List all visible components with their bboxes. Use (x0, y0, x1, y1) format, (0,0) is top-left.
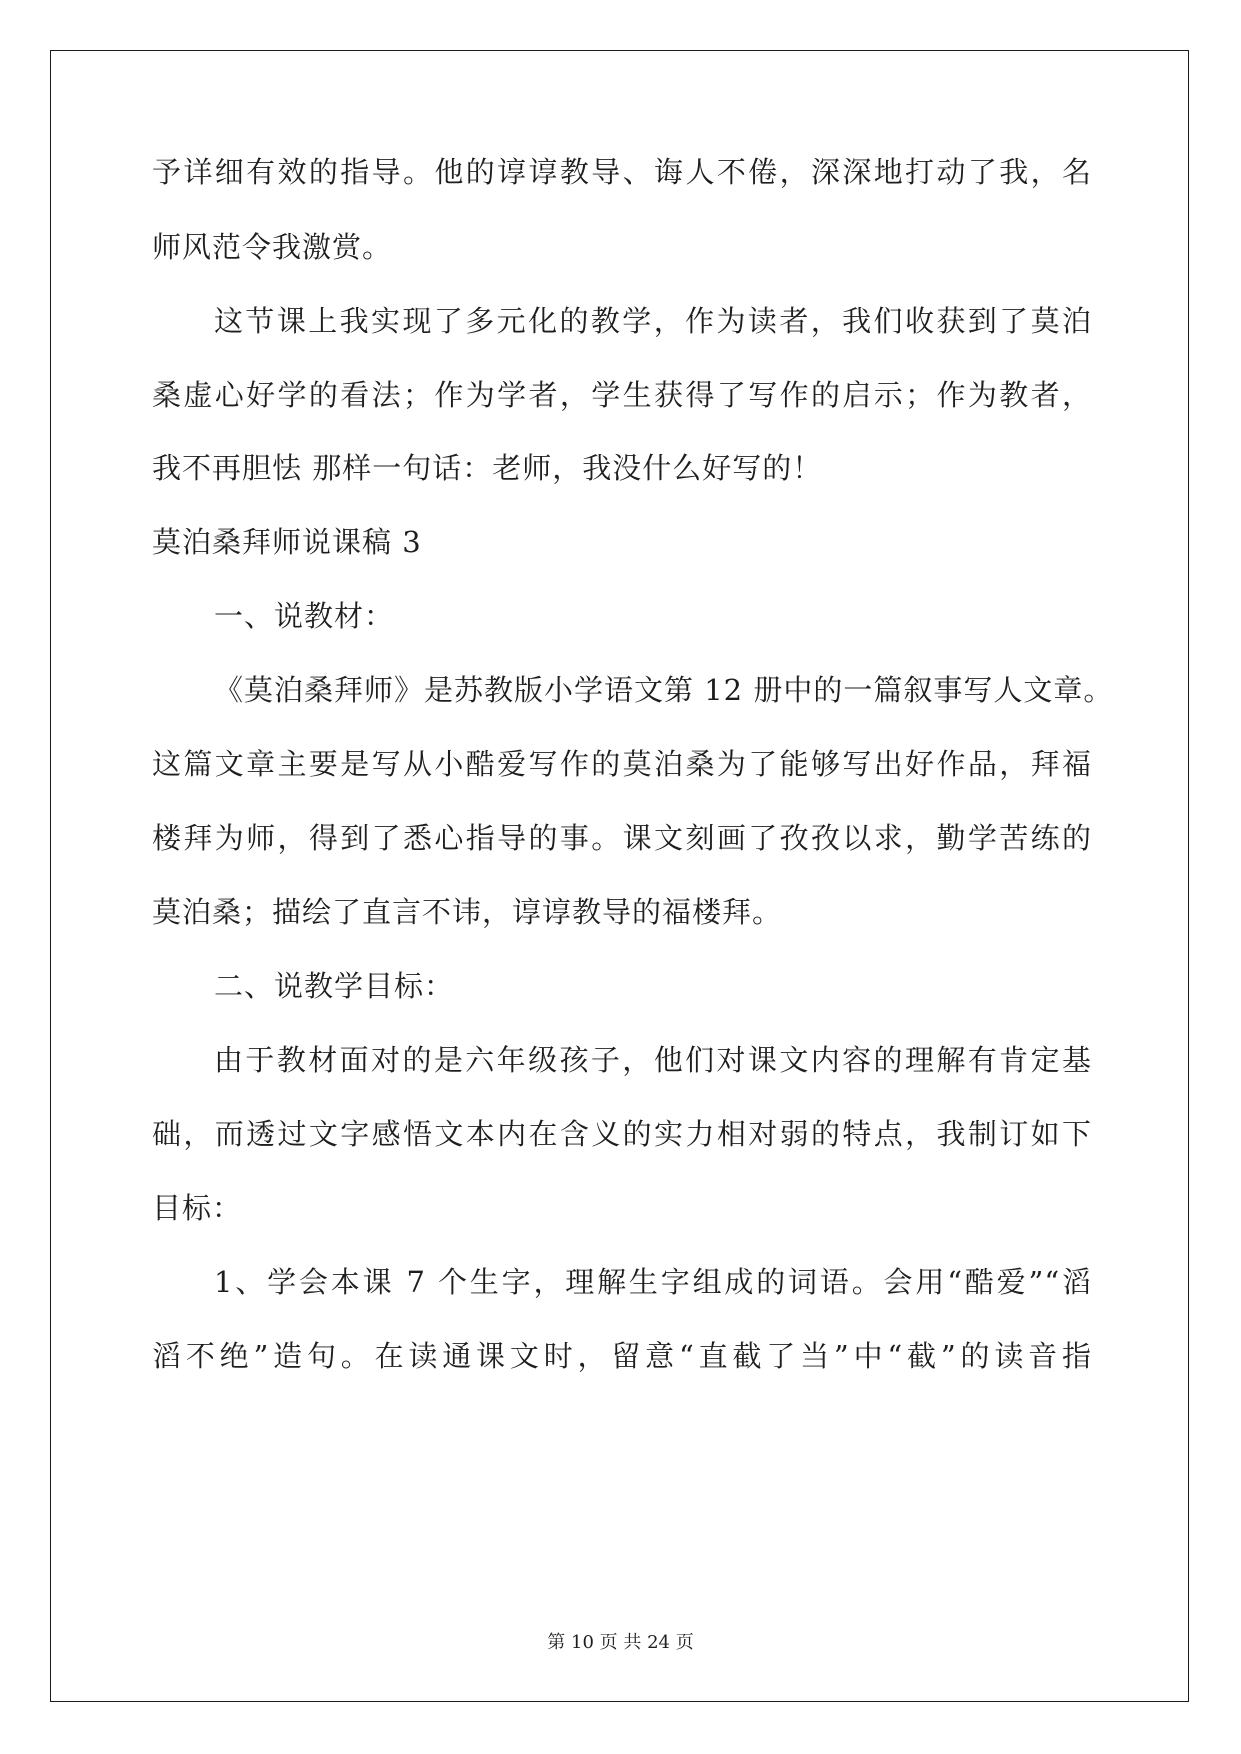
text-line: 这篇文章主要是写从小酷爱写作的莫泊桑为了能够写出好作品，拜福 (152, 747, 1092, 781)
text-line: 师风范令我激赏。 (152, 230, 393, 264)
text-line: 予详细有效的指导。他的谆谆教导、诲人不倦，深深地打动了我，名 (152, 155, 1092, 189)
text-line: 《莫泊桑拜师》是苏教版小学语文第 12 册中的一篇叙事写人文章。 (214, 673, 1114, 707)
text-line: 桑虚心好学的看法；作为学者，学生获得了写作的启示；作为教者， (152, 378, 1092, 412)
text-line: 1、学会本课 7 个生字，理解生字组成的词语。会用“酷爱”“滔 (214, 1265, 1092, 1299)
text-line: 我不再胆怯 那样一句话：老师，我没什么好写的！ (152, 451, 823, 485)
text-line: 莫泊桑；描绘了直言不讳，谆谆教导的福楼拜。 (152, 895, 783, 929)
text-line: 目标： (152, 1191, 243, 1225)
text-line: 滔不绝”造句。在读通课文时，留意“直截了当”中“截”的读音指 (152, 1339, 1092, 1373)
subheading: 一、说教材： (214, 599, 395, 633)
page-footer: 第 10 页 共 24 页 (547, 1632, 694, 1653)
text-line: 楼拜为师，得到了悉心指导的事。课文刻画了孜孜以求，勤学苦练的 (152, 821, 1092, 855)
subheading: 二、说教学目标： (214, 969, 455, 1003)
section-heading: 莫泊桑拜师说课稿 3 (152, 525, 422, 559)
page-border (50, 50, 1189, 1702)
text-line: 础，而透过文字感悟文本内在含义的实力相对弱的特点，我制订如下 (152, 1117, 1092, 1151)
text-line: 由于教材面对的是六年级孩子，他们对课文内容的理解有肯定基 (214, 1043, 1092, 1077)
text-line: 这节课上我实现了多元化的教学，作为读者，我们收获到了莫泊 (214, 304, 1092, 338)
